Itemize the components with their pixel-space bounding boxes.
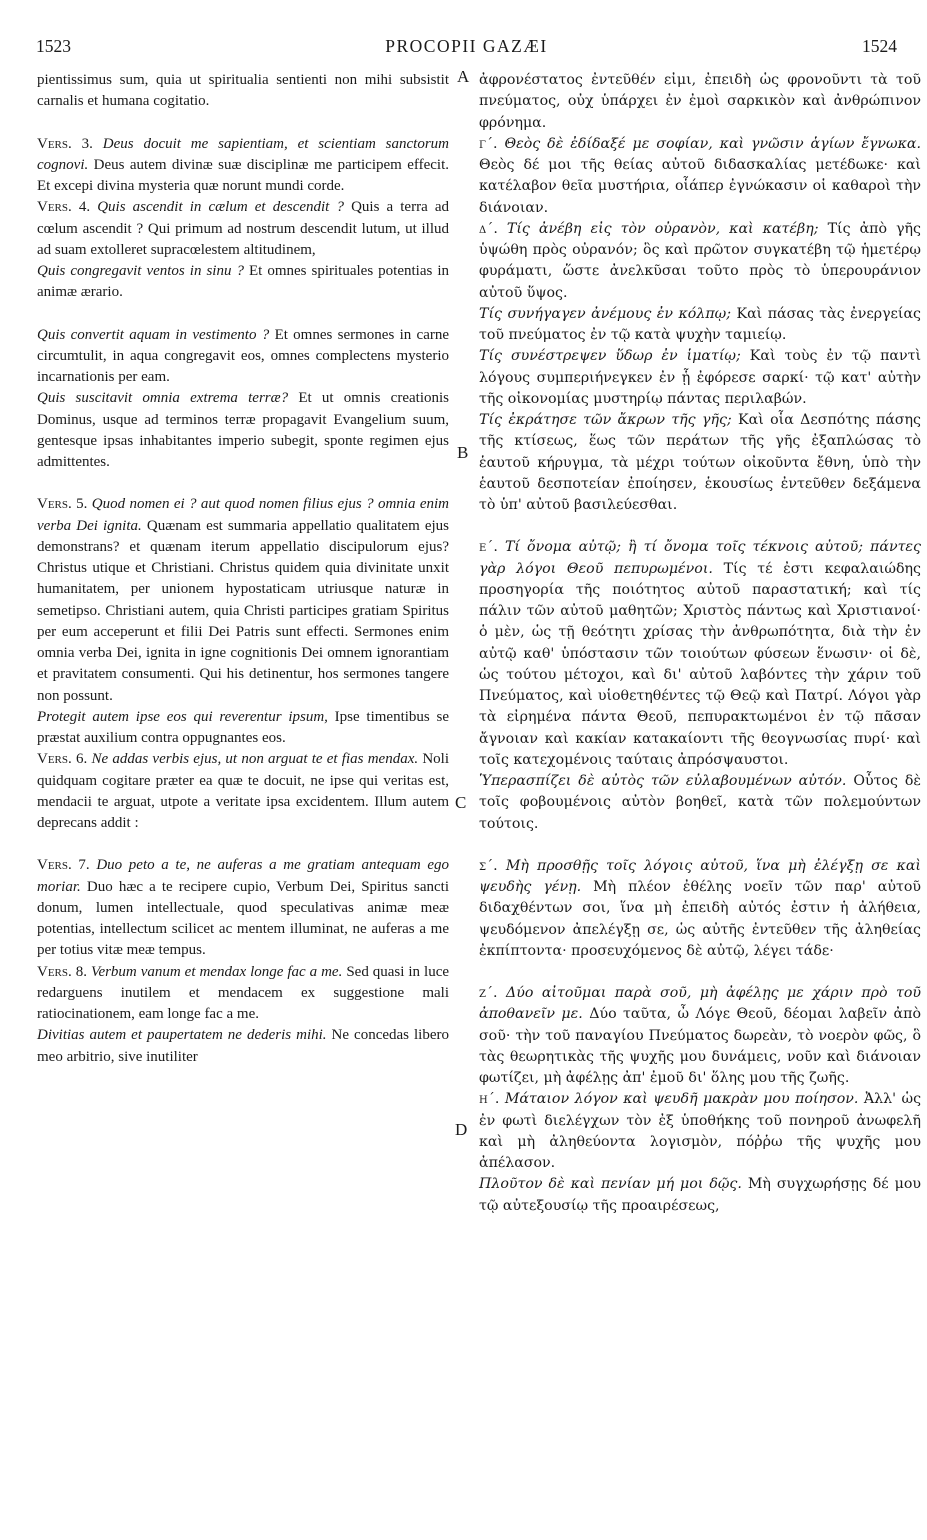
verse-number: Vers. 8.	[37, 963, 87, 980]
section-marker-c: C	[455, 793, 467, 812]
scripture-lemma: Quis congregavit ventos in sinu ?	[37, 263, 244, 279]
commentary-text: Et ut omnis creationis Dominus, usque ad terminos terræ propagavit Evangelium suum, gentesque ipsas inhabitantes imperio subegit, sponte regimen ejus admittentes.	[37, 390, 449, 470]
commentary-text: Et omnes sermones in carne circumtulit, in aqua congregavit eos, omnes complectens mysterio incarnationis per eam.	[37, 326, 450, 385]
scripture-lemma: Divitias autem et paupertatem ne dederis mihi.	[37, 1027, 327, 1044]
commentary-text: Καὶ τοὺς ἐν τῷ παντὶ λόγους συμπεριήνεγκεν ἐν ᾗ ἐφόρεσε σαρκί· τῷ κατ' αὐτὴν τῆς οἰκονομίας μυστηρίῳ πάντας περιλαβών.	[479, 348, 922, 407]
running-header	[36, 36, 897, 66]
verse-number: Vers. 5.	[37, 496, 88, 513]
commentary-text: Καὶ πάσας τὰς ἐνεργείας τοῦ πνεύματος ἐν τῷ κατὰ ψυχὴν ταμιείῳ.	[479, 305, 921, 343]
commentary-text: Sed quasi in luce redarguens inutilem et mendacem ex suggestione mali ratiocinationem, eam longe fac a me.	[37, 963, 450, 1022]
commentary-text: Noli quidquam cogitare præter ea quæ te docuit, ne ipse qui veritas est, mendacii te arguat, utpote a veritate ipsa excidentem. Illum autem deprecans addit :	[37, 751, 450, 831]
greek-paragraph	[479, 134, 921, 219]
latin-paragraph	[37, 134, 449, 198]
latin-paragraph	[37, 962, 449, 1026]
scripture-lemma: Μάταιον λόγον καὶ ψευδῆ μακρὰν μου ποίησον.	[504, 1091, 859, 1108]
commentary-text: Ipse timentibus se præstat auxilium contra oppugnantes eos.	[37, 708, 450, 746]
greek-paragraph	[479, 983, 921, 1089]
verse-number: ς΄.	[479, 857, 498, 874]
scripture-lemma: Quis suscitavit omnia extrema terræ?	[37, 390, 289, 407]
latin-paragraph	[37, 855, 449, 961]
verse-number: Vers. 6.	[37, 751, 88, 768]
verse-number: η΄.	[479, 1091, 500, 1108]
scripture-lemma: Τίς συνέστρεψεν ὕδωρ ἐν ἱματίῳ;	[479, 348, 741, 365]
greek-paragraph	[479, 1174, 921, 1217]
section-marker-b: B	[457, 443, 469, 462]
commentary-text: Δύο ταῦτα, ὦ Λόγε Θεοῦ, δέομαι λαβεῖν ἀπὸ σοῦ· τὴν τοῦ παναγίου Πνεύματος δωρεὰν, τὸ νοερὸν φῶς, ὃ τὰς θεωρητικὰς τῆς ψυχῆς μου δυνάμεις, νοῦν καὶ διάνοιαν φωτίζει, μὴ ἀφέλῃς ἀπ' ἐμοῦ δι' ὅλης μου τῆς ζωῆς.	[479, 1006, 921, 1086]
greek-paragraph	[479, 219, 921, 304]
latin-paragraph	[37, 261, 449, 304]
commentary-text: ἀφρονέστατος ἐντεῦθέν εἰμι, ἐπειδὴ ὡς φρονοῦντι τὰ τοῦ πνεύματος, οὐχ ὑπάρχει ἐν ἐμοὶ σαρκικὸν καὶ ἀνθρώπινον φρόνημα.	[479, 72, 921, 131]
commentary-text: Quænam est summaria appellatio qualitatem ejus demonstrans? et quænam iterum appellatio discipulorum ejus? Christus utique et Christiani. Christus quidem quia divinitate unxit humanitatem, per unionem hypostaticam utriusque naturæ in semetipso. Christiani autem, quia Christi participes gratiam Spiritus per eum acceperunt et filii Dei Patris sunt effecti. Sermones enim omnia verba Dei, ignita in igne cognitionis Dei omnem ignorantiam et pravitatem consumenti. Qui his detinentur, hos sermones tangere non possunt.	[37, 517, 449, 704]
greek-paragraph	[479, 304, 921, 347]
greek-paragraph	[479, 1089, 921, 1174]
commentary-text: Καὶ οἷα Δεσπότης πάσης τῆς κτίσεως, ἕως τῶν περάτων τῆς γῆς ἐξαπλώσας τὸ ἑαυτοῦ κήρυγμα, τὰ μέχρι τούτων οἰκοῦντα ἔθνη, ὑπὸ τὴν ἑαυτοῦ δεσποτείαν ἐποίησεν, ἑκουσίως ἐντεῦθεν δεξάμενα τὸ ὑπ' αὐτοῦ βασιλεύεσθαι.	[479, 412, 922, 513]
greek-column	[479, 70, 921, 1217]
scripture-lemma: Πλοῦτον δὲ καὶ πενίαν μή μοι δῷς.	[479, 1176, 742, 1193]
commentary-text: Ne concedas libero meo arbitrio, sive inutiliter	[37, 1027, 449, 1065]
greek-paragraph	[479, 856, 921, 962]
verse-number: Vers. 4.	[37, 199, 91, 216]
greek-paragraph	[479, 70, 921, 134]
commentary-text: Μὴ πλέον ἐθέλης νοεῖν τῶν παρ' αὐτοῦ διδαχθέντων σοι, ἵνα μὴ ἐπειδὴ αὐτός ἐστιν ἡ ἀλήθεια, ψευδόμενον ἀπελέγξῃ σε, ὡς αὐτῆς ἐντεῦθεν τῆς ἀληθείας ἐκπίπτοντα· προσευχόμενος δὲ αὐτῷ, λέγει τάδε·	[479, 879, 921, 959]
scripture-lemma: Quis ascendit in cælum et descendit ?	[97, 199, 344, 216]
commentary-text: Τίς τέ ἐστι κεφαλαιώδης προσηγορία τῆς ποιότητος αὐτοῦ παραστατική; καὶ τίς πάλιν τῶν αὐτοῦ μαθητῶν; Χριστὸς πάντως καὶ Χριστιανοί· ὁ μὲν, ὡς τῇ θεότητι χρίσας τὴν ἀνθρωπότητα, διὰ τὴν ἐν αὐτῷ καθ' ὑπόστασιν τῶν τοιούτων φύσεων ἕνωσιν· οἱ δὲ, ὡς τούτου μέτοχοι, καὶ δι' αὐτοῦ λαβόντες τὴν χάριν τοῦ Πνεύματος, καὶ υἱοθετηθέντες τῷ Θεῷ καὶ Πατρί. Λόγοι γὰρ τὰ εἰρημένα πάντα Θεοῦ, πεπυρακτωμένοι ἐν τῷ πᾶσαν ἄγνοιαν καὶ κακίαν κατακαίοντι τῆς θεογνωσίας πυρί· καὶ τοῖς κατεχομένοις ταύταις ἀπρόσψαυστοι.	[479, 560, 921, 768]
scripture-lemma: Verbum vanum et mendax longe fac a me.	[90, 963, 343, 980]
greek-paragraph	[479, 771, 921, 835]
latin-paragraph	[37, 494, 449, 707]
running-title: PROCOPII GAZÆI	[385, 36, 548, 56]
latin-paragraph	[37, 1025, 449, 1068]
scripture-lemma: Τίς ἀνέβη εἰς τὸν οὐρανὸν, καὶ κατέβη;	[506, 220, 819, 237]
latin-paragraph	[37, 325, 449, 389]
scripture-lemma: Θεὸς δὲ ἐδίδαξέ με σοφίαν, καὶ γνῶσιν ἁγίων ἔγνωκα.	[504, 135, 921, 152]
scripture-lemma: Τίς ἐκράτησε τῶν ἄκρων τῆς γῆς;	[479, 412, 732, 428]
verse-number: δ΄.	[479, 220, 498, 237]
section-marker-a: A	[457, 67, 470, 86]
latin-column	[37, 70, 449, 1068]
commentary-text: Τίς ἀπὸ γῆς ὑψώθη πρὸς οὐρανόν; ὃς καὶ πρῶτον συγκατέβη τῷ ἡμετέρῳ φυράματι, ὥστε ἀνελκῦσαι τοῦτο πρὸς τὸ ὑπερουράνιον αὐτοῦ ὕψος.	[479, 220, 922, 301]
latin-paragraph	[37, 197, 449, 261]
commentary-text: Οὗτος δὲ τοῖς φοβουμένοις αὐτὸν βοηθεῖ, κατὰ τῶν πολεμούντων τούτοις.	[479, 773, 921, 832]
scripture-lemma: Quod nomen ei ? aut quod nomen filius ejus ? omnia enim verba Dei ignita.	[37, 496, 449, 534]
scripture-lemma: Quis convertit aquam in vestimento ?	[37, 326, 270, 343]
page-number-right: 1524	[862, 36, 897, 56]
latin-paragraph	[37, 749, 449, 834]
commentary-text: Et omnes spirituales potentias in animæ ærario.	[37, 263, 449, 301]
scripture-lemma: Protegit autem ipse eos qui reverentur ipsum,	[37, 708, 328, 725]
verse-number: Vers. 7.	[37, 857, 90, 874]
page-number-left: 1523	[36, 36, 71, 56]
latin-paragraph	[37, 707, 449, 750]
commentary-text: Quis a terra ad cœlum ascendit ? Qui primum ad nostrum descendit lutum, ut illud ad suam extolleret supracœlestem altitudinem,	[37, 199, 449, 258]
commentary-text: Ἀλλ' ὡς ἐν φωτὶ διελέγχων τὸν ἐξ ὑποθήκης τοῦ πονηροῦ ἀνωφελῆ καὶ μὴ ἀληθεύοντα λογισμὸν, πόῤῥω τῆς ψυχῆς μου ἀπέλασον.	[479, 1091, 922, 1171]
scripture-lemma: Δύο αἰτοῦμαι παρὰ σοῦ, μὴ ἀφέλῃς με χάριν πρὸ τοῦ ἀποθανεῖν με.	[479, 985, 921, 1023]
scripture-lemma: Μὴ προσθῇς τοῖς λόγοις αὐτοῦ, ἵνα μὴ ἐλέγξῃ σε καὶ ψευδὴς γένῃ.	[479, 857, 921, 895]
greek-paragraph	[479, 537, 921, 771]
commentary-text: Θεὸς δέ μοι τῆς θείας αὐτοῦ διδασκαλίας μετέδωκε· καὶ κατέλαβον θεῖα μυστήρια, οἷάπερ ἐγνώκασιν οἱ καθαροὶ τὴν διάνοιαν.	[479, 157, 921, 216]
verse-number: ε΄.	[479, 539, 498, 556]
scripture-lemma: Ὑπερασπίζει δὲ αὐτὸς τῶν εὐλαβουμένων αὐτόν.	[479, 773, 847, 789]
section-marker-d: D	[455, 1120, 468, 1139]
commentary-text: pientissimus sum, quia ut spiritualia sentienti non mihi subsistit carnalis et humana cogitatio.	[37, 72, 449, 110]
scripture-lemma: Duo peto a te, ne auferas a me gratiam antequam ego moriar.	[37, 857, 449, 895]
commentary-text: Μὴ συγχωρήσῃς δέ μου τῷ αὐτεξουσίῳ τῆς προαιρέσεως,	[479, 1176, 921, 1214]
latin-paragraph	[37, 70, 449, 113]
latin-paragraph	[37, 388, 449, 473]
verse-number: Vers. 3.	[37, 135, 93, 152]
commentary-text: Duo hæc a te recipere cupio, Verbum Dei, Spiritus sancti donum, lumen intellectuale, quod speculativas animæ meæ potentias, intellectum scilicet ac mentem illuminat, ne auferas a me per totius vitæ meæ tempus.	[37, 878, 449, 959]
greek-paragraph	[479, 410, 921, 516]
greek-paragraph	[479, 346, 921, 410]
scripture-lemma: Ne addas verbis ejus, ut non arguat te et fias mendax.	[91, 751, 419, 768]
scripture-lemma: Τίς συνήγαγεν ἀνέμους ἐν κόλπῳ;	[479, 305, 731, 322]
verse-number: γ΄.	[479, 135, 498, 152]
scripture-lemma: Deus docuit me sapientiam, et scientiam sanctorum cognovi.	[37, 135, 449, 173]
scripture-lemma: Τί ὄνομα αὐτῷ; ἢ τί ὄνομα τοῖς τέκνοις αὐτοῦ; πάντες γὰρ λόγοι Θεοῦ πεπυρωμένοι.	[479, 539, 921, 577]
verse-number: ζ΄.	[479, 985, 498, 1001]
commentary-text: Deus autem divinæ suæ disciplinæ me participem effecit. Et excepi divina mysteria quæ norunt mundi corde.	[37, 156, 450, 194]
